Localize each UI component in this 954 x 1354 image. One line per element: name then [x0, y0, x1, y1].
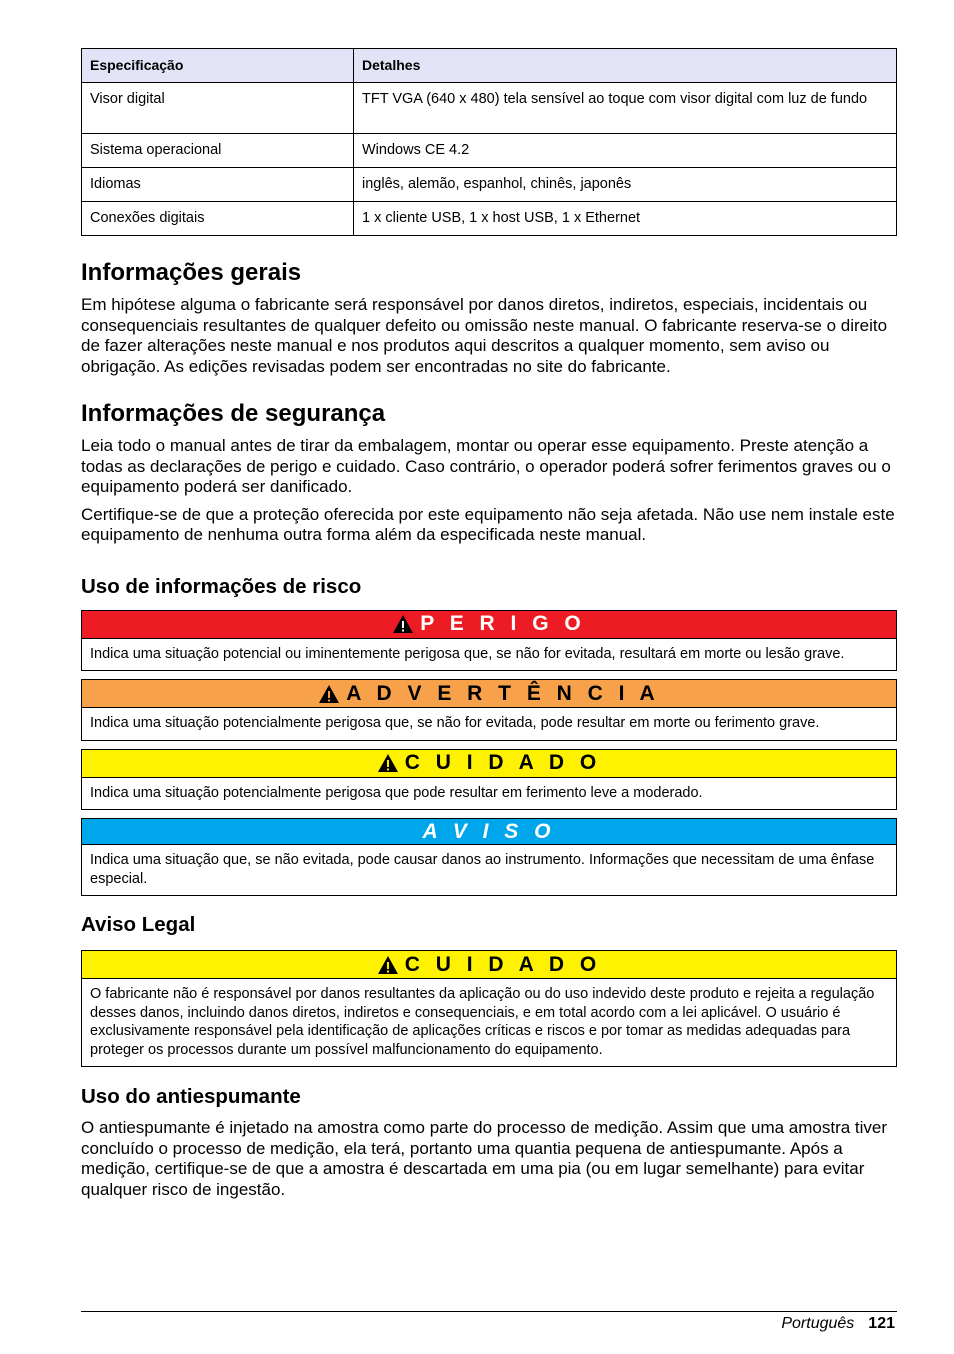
caution-notice-header	[82, 750, 896, 778]
table-row	[82, 83, 897, 134]
warning-notice-text: Indica uma situação potencialmente perigosa que, se não for evitada, pode resultar em morte ou ferimento grave.	[90, 715, 820, 731]
page-footer	[81, 1311, 897, 1332]
warning-triangle-icon	[392, 614, 414, 634]
caution-notice-text: Indica uma situação potencialmente perigosa que pode resultar em ferimento leve a moderado.	[90, 784, 703, 801]
danger-notice	[81, 610, 897, 672]
legal-caution-text: O fabricante não é responsável por danos resultantes da aplicação ou do uso indevido deste produto e rejeita a regulação desses danos, incluindo danos diretos, indiretos e consequenciais, e em total acordo com a lei aplicável. O usuário é exclusivamente responsável pela identificação de aplicações críticas e riscos e por tomar as medidas adequadas para proteger os processos durante um possível malfuncionamento do equipamento.	[90, 986, 875, 1058]
table-cell: inglês, alemão, espanhol, chinês, japonês	[354, 168, 897, 202]
table-cell: Sistema operacional	[82, 134, 354, 168]
legal-caution-header	[82, 951, 896, 979]
danger-notice-header	[82, 611, 896, 639]
notice-box	[81, 818, 897, 896]
danger-notice-text: Indica uma situação potencial ou iminentemente perigosa que, se não for evitada, resultará em morte ou lesão grave.	[90, 645, 845, 662]
warning-triangle-icon	[377, 955, 399, 975]
table-header-row	[82, 49, 897, 83]
notice-box-text: Indica uma situação que, se não evitada, pode causar danos ao instrumento. Informações que necessitam de uma ênfase especial.	[90, 852, 875, 887]
table-cell: Visor digital	[82, 83, 354, 134]
caution-notice	[81, 749, 897, 811]
antifoam-paragraph: O antiespumante é injetado na amostra como parte do processo de medição. Assim que uma amostra tiver concluído o processo de medição, ela terá, portanto uma quantia pequena de antiespumante. Após a medição, certifique-se de que a amostra é descartada em uma pia (ou em lugar semelhante) para evitar qualquer risco de ingestão.	[81, 1118, 888, 1199]
table-header-cell: Especificação	[82, 49, 354, 83]
document-page	[81, 48, 897, 1200]
notice-box-label: A V I S O	[422, 819, 556, 843]
table-row	[82, 202, 897, 236]
heading-antifoam: Uso do antiespumante	[81, 1085, 301, 1108]
warning-notice-label: A D V E R T Ê N C I A	[346, 681, 660, 705]
safety-paragraph-2: Certifique-se de que a proteção oferecida por este equipamento não seja afetada. Não use nem instale este equipamento de nenhuma outra forma além da especificada neste manual.	[81, 504, 895, 544]
safety-paragraph-1: Leia todo o manual antes de tirar da embalagem, montar ou operar esse equipamento. Preste atenção a todas as declarações de perigo e cuidado. Caso contrário, o operador poderá sofrer ferimentos graves ou o equipamento poderá ser danificado.	[81, 436, 891, 496]
heading-legal-notice: Aviso Legal	[81, 913, 196, 936]
table-cell: TFT VGA (640 x 480) tela sensível ao toque com visor digital com luz de fundo	[354, 83, 897, 134]
table-cell: Windows CE 4.2	[354, 134, 897, 168]
table-cell: 1 x cliente USB, 1 x host USB, 1 x Ethernet	[354, 202, 897, 236]
table-row	[82, 134, 897, 168]
table-cell: Conexões digitais	[82, 202, 354, 236]
table-header-cell: Detalhes	[354, 49, 897, 83]
legal-caution-notice	[81, 950, 897, 1067]
heading-safety-info: Informações de segurança	[81, 400, 386, 427]
warning-notice-header	[82, 680, 896, 708]
danger-notice-label: P E R I G O	[420, 612, 586, 635]
notice-box-header	[82, 819, 896, 845]
footer-page-info	[781, 1314, 895, 1334]
page-number: 121	[868, 1315, 895, 1332]
warning-triangle-icon	[318, 684, 340, 704]
footer-language: Português	[781, 1315, 855, 1332]
warning-triangle-icon	[377, 753, 399, 773]
heading-general-info: Informações gerais	[81, 259, 302, 286]
legal-caution-label: C U I D A D O	[404, 952, 602, 976]
caution-notice-label: C U I D A D O	[404, 751, 602, 774]
table-row	[82, 168, 897, 202]
table-cell: Idiomas	[82, 168, 354, 202]
specifications-table	[81, 48, 897, 236]
heading-hazard-info: Uso de informações de risco	[81, 574, 362, 598]
general-info-paragraph: Em hipótese alguma o fabricante será responsável por danos diretos, indiretos, especiais, incidentais ou consequenciais resultantes de qualquer defeito ou omissão neste manual. O fabricante reserva-se o direito de fazer alterações neste manual e nos produtos aqui descritos a qualquer momento, sem aviso ou obrigação. As edições revisadas podem ser encontradas no site do fabricante.	[81, 295, 888, 376]
warning-notice	[81, 679, 897, 741]
